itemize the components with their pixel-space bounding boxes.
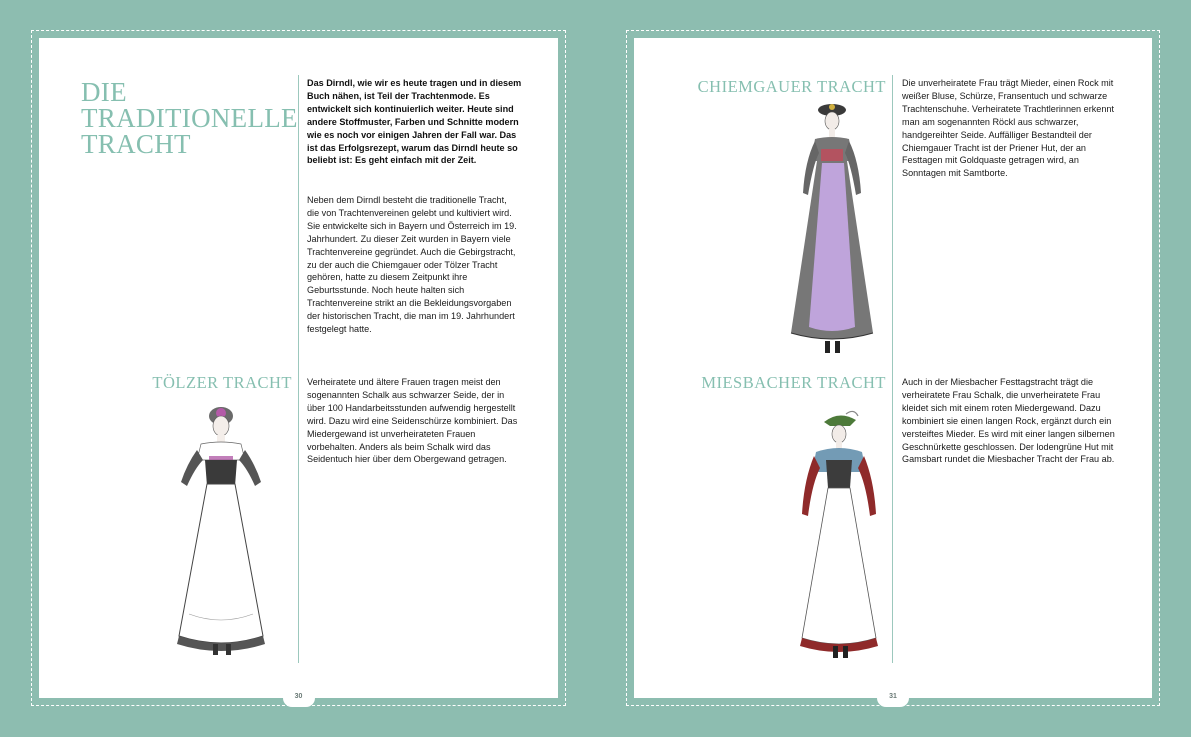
page-number-left: 30	[283, 687, 315, 707]
title-line-3: TRACHT	[81, 129, 191, 159]
section-heading-toelzer: TÖLZER TRACHT	[152, 373, 292, 392]
intro-bold-paragraph: Das Dirndl, wie wir es heute tragen und in diesem Buch nähen, ist Teil der Trachtenmode. Es entwickelt sich kontinuierlich weiter. Heute sind andere Stoffmuster, Farben und Schnitte modern wie es noch vor einigen Jahren der Fall war. Das ist das Erfolgsrezept, warum das Dirndl heute so beliebt ist: Es geht einfach mit der Zeit.	[307, 78, 522, 166]
section-heading-chiemgauer: CHIEMGAUER TRACHT	[697, 77, 886, 96]
column-divider	[298, 75, 299, 663]
page-title	[81, 79, 298, 157]
section-text-chiemgauer: Die unverheiratete Frau trägt Mieder, einen Rock mit weißer Bluse, Schürze, Fransentuch und schwarze Trachtenschuhe. Verheiratete Trachtlerinnen erkennt man am sogenannten Röckl aus schwarzer, handgereihter Seide. Auffälliger Bestandteil der Chiemgauer Tracht ist der Priener Hut, der an Festtagen mit Goldquaste getragen wird, an Sonntagen mit Samtborte.	[902, 78, 1114, 179]
section-text-toelzer: Verheiratete und ältere Frauen tragen meist den sogenannten Schalk aus schwarzer Seide, der in über 100 Handarbeitsstunden aufwendig hergestellt wird. Dazu wird eine Seidenschürze kombiniert. Das Miedergewand ist unverheirateten Frauen vorbehalten. Anders als beim Schalk wird das Seidentuch hier über dem Obergewand getragen.	[307, 377, 518, 465]
toelzer-costume-illustration	[151, 404, 291, 659]
section-heading-miesbacher: MIESBACHER TRACHT	[701, 373, 886, 392]
left-page-sheet	[39, 38, 558, 698]
title-line-2: TRADITIONELLE	[81, 103, 298, 133]
section-text-miesbacher: Auch in der Miesbacher Festtagstracht trägt die verheiratete Frau Schalk, die unverheiratete Frau kleidet sich mit einem roten Miedergewand. Dazu kombiniert sie einen langen Rock, ergänzt durch ein versteiftes Mieder. Es wird mit einer langen silbernen Geschnürkette geschlossen. Der lodengrüne Hut mit Gamsbart rundet die Miesbacher Tracht der Frau ab.	[902, 377, 1115, 465]
left-page	[31, 30, 566, 706]
chiemgauer-costume-illustration	[777, 101, 887, 361]
page-number-right: 31	[877, 687, 909, 707]
miesbacher-costume-illustration	[784, 410, 894, 662]
title-line-1: DIE	[81, 77, 127, 107]
right-page	[626, 30, 1160, 706]
intro-paragraph: Neben dem Dirndl besteht die traditionelle Tracht, die von Trachtenvereinen gelebt und kultiviert wird. Sie entwickelte sich in Bayern und Österreich im 19. Jahrhundert. Zu dieser Zeit wurden in Bayern viele Trachtenvereine gegründet. Auch die Gebirgstracht, zu der auch die Chiemgauer oder Tölzer Tracht gehören, hatte zu diesem Zeitpunkt ihre Geburtsstunde. Noch heute halten sich Trachtenvereine strikt an die Bekleidungsvorgaben der historischen Tracht, die man im 19. Jahrhundert festgelegt hatte.	[307, 195, 517, 335]
right-page-sheet	[634, 38, 1152, 698]
